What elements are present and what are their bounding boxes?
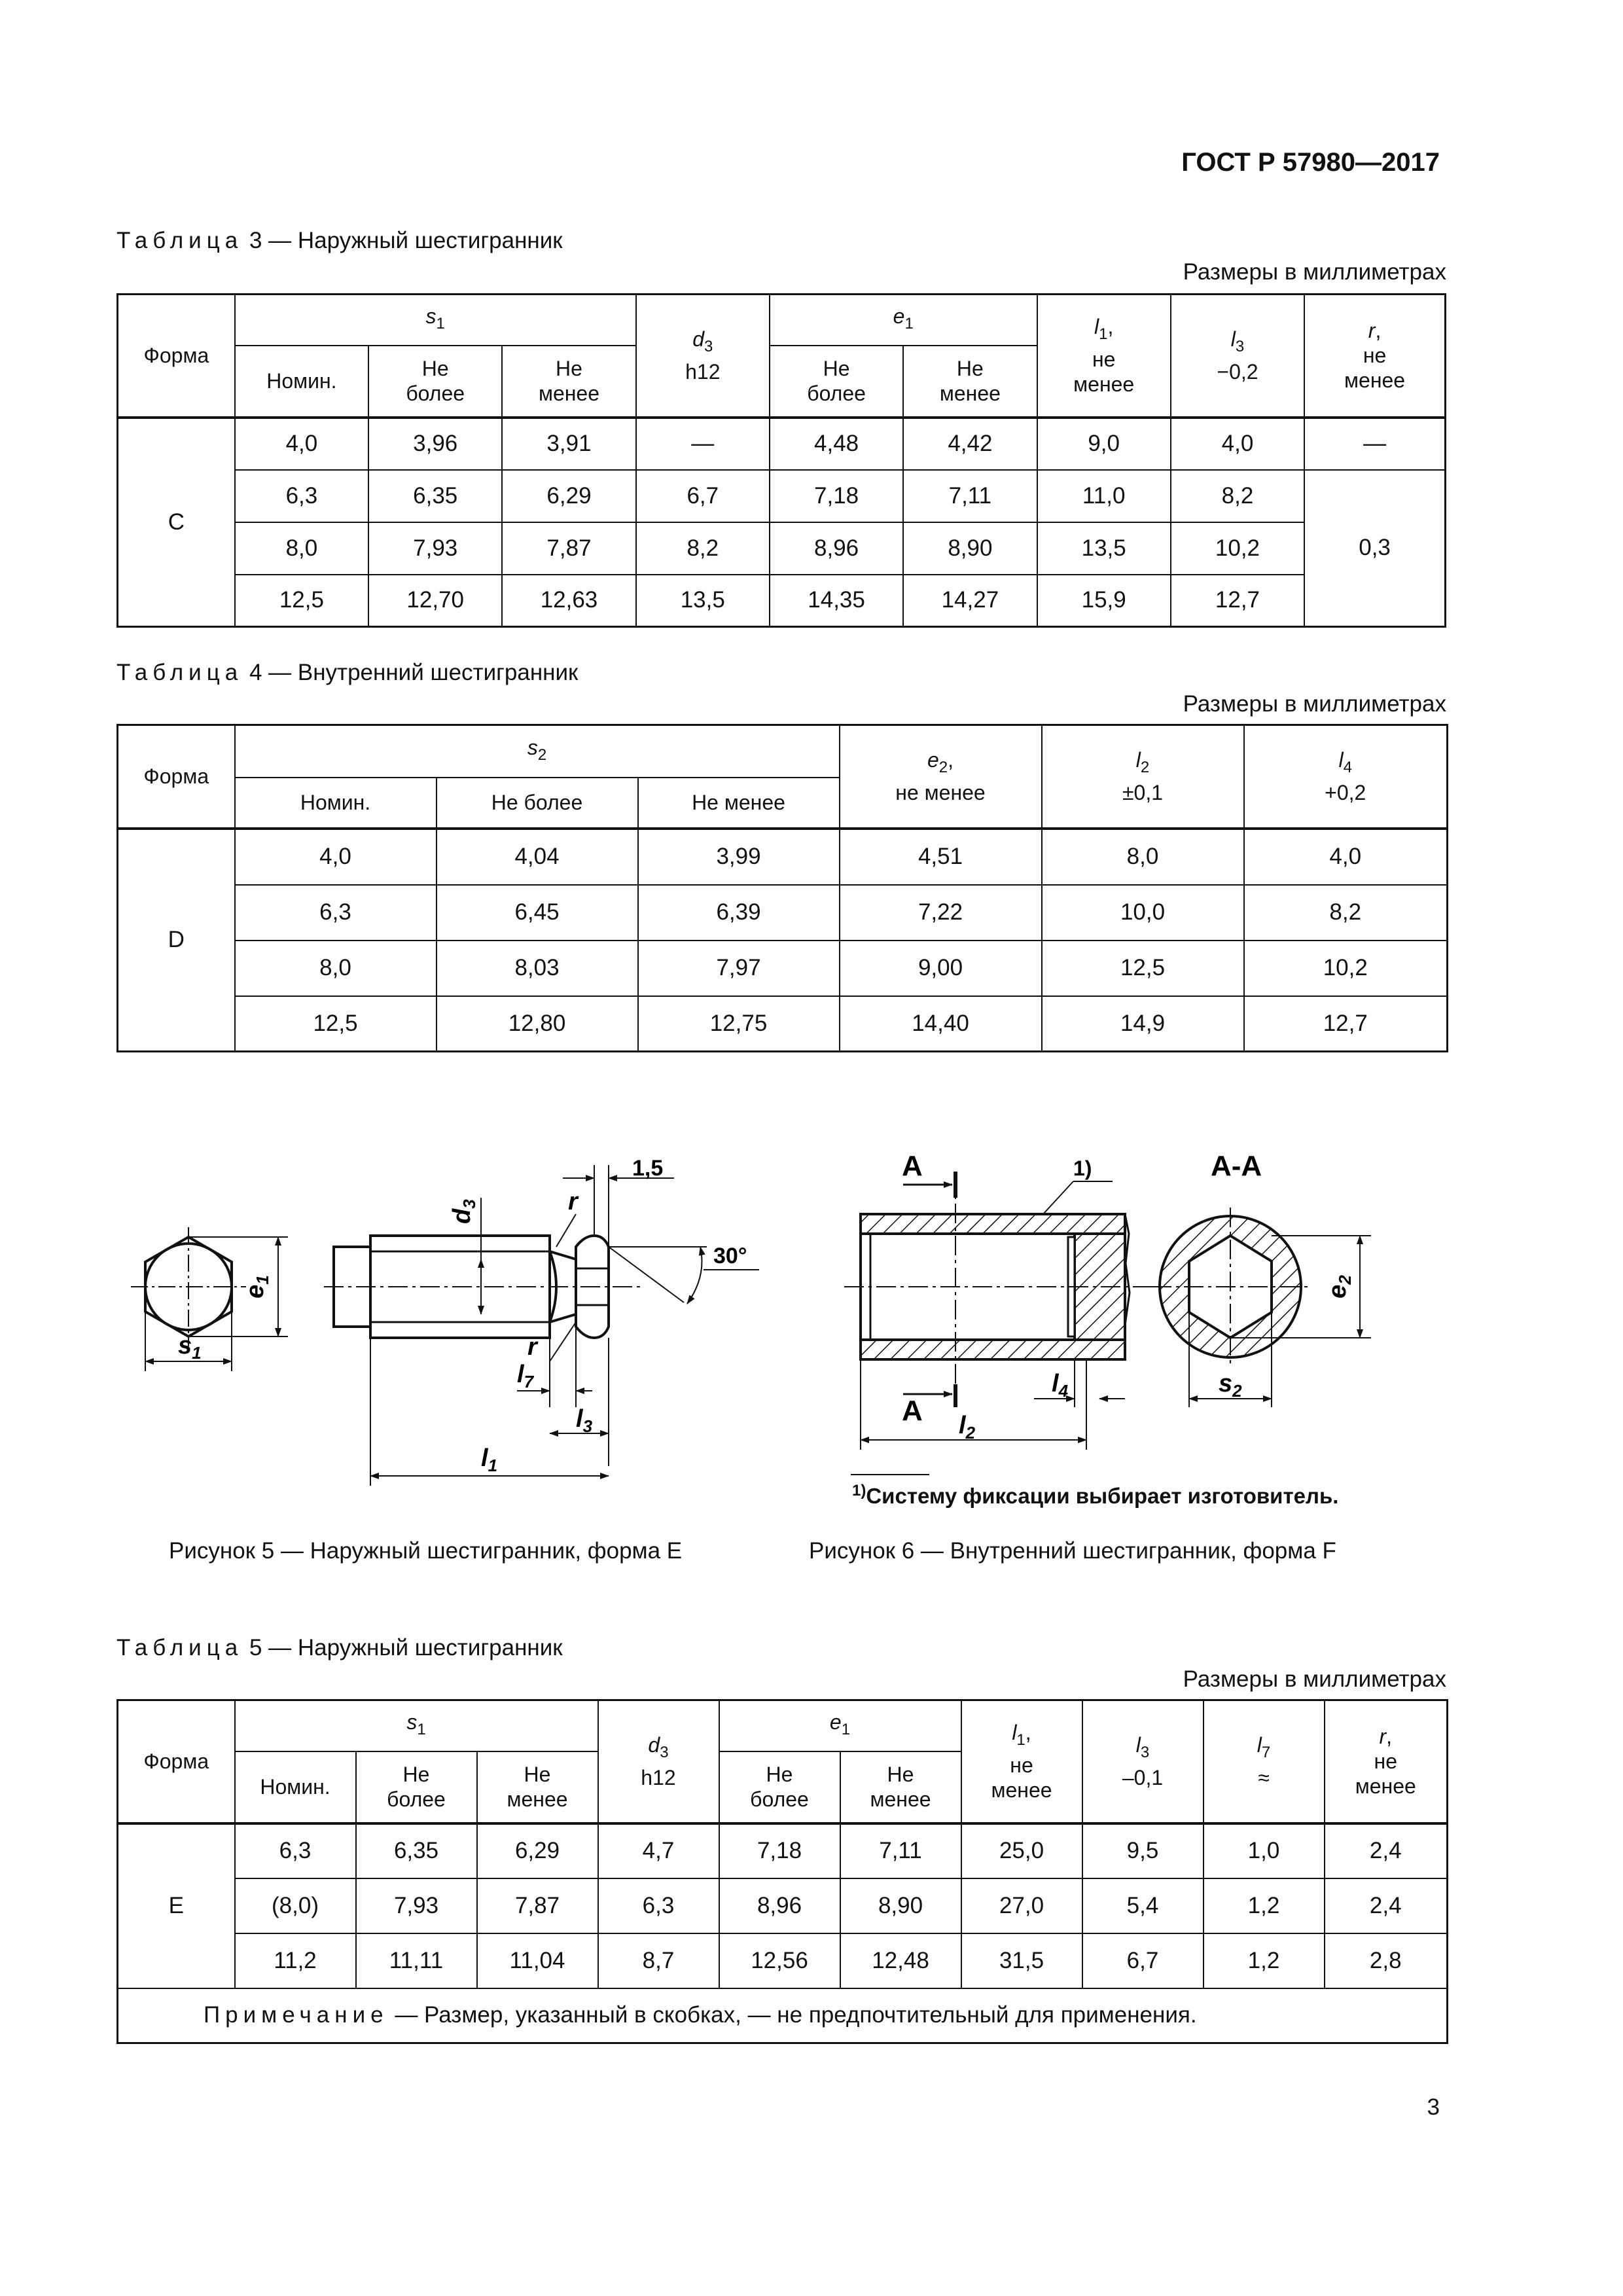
table5-header-e1-ne-menee: Не менее (840, 1751, 961, 1823)
table-cell: 6,39 (638, 885, 840, 941)
table5-note-word: Примечание (204, 2002, 389, 2028)
table-cell: 8,0 (1042, 829, 1244, 885)
figures-drawing (0, 1106, 1623, 1564)
table-cell: 4,0 (235, 418, 368, 470)
table-cell: 12,63 (502, 575, 635, 627)
table-cell: 12,56 (719, 1933, 840, 1988)
figure5-s1-label: $s_1$ (178, 1332, 202, 1363)
table-cell: 6,29 (502, 470, 635, 522)
table-cell: 7,11 (840, 1823, 961, 1878)
table-cell: 12,48 (840, 1933, 961, 1988)
table-cell: 14,9 (1042, 996, 1244, 1052)
table-cell: 14,35 (770, 575, 903, 627)
figure6-section-view (844, 1172, 1152, 1450)
table-cell: 4,0 (1244, 829, 1448, 885)
table-cell: 11,11 (356, 1933, 477, 1988)
table3 (116, 293, 1446, 628)
table-cell: 6,45 (437, 885, 638, 941)
table3-header-e1: $e_1$ (770, 295, 1037, 346)
table-cell: 6,3 (598, 1878, 719, 1933)
table-cell: — (1304, 418, 1445, 470)
table-cell: 4,42 (903, 418, 1037, 470)
figure6-caption: Рисунок 6 — Внутренний шестигранник, форма F (809, 1538, 1336, 1564)
table4-header-e2: $e_2$, не менее (840, 725, 1042, 829)
table5-header-l3: $l_3$ –0,1 (1082, 1700, 1204, 1823)
table-cell: 3,91 (502, 418, 635, 470)
table3-header-e1-ne-menee: Не менее (903, 346, 1037, 418)
table-row (118, 522, 1446, 575)
table5-caption (116, 1635, 563, 1661)
figure6-e2-label: $e_2$ (1324, 1275, 1355, 1299)
table-cell: 10,0 (1042, 885, 1244, 941)
table5-caption-word: Таблица (116, 1635, 243, 1660)
table-cell: 25,0 (961, 1823, 1082, 1878)
table3-units: Размеры в миллиметрах (1183, 259, 1446, 285)
footnote-mark: 1) (852, 1482, 866, 1499)
table3-header-r: r, не менее (1304, 295, 1445, 418)
table-cell: 8,7 (598, 1933, 719, 1988)
table-cell: — (636, 418, 770, 470)
table3-caption (116, 228, 563, 254)
figure5-d3-label: $d_3$ (448, 1199, 479, 1224)
table-cell: 12,5 (1042, 941, 1244, 996)
table-cell: 12,7 (1171, 575, 1304, 627)
table-cell: 12,75 (638, 996, 840, 1052)
table4-header-l4: $l_4$ +0,2 (1244, 725, 1448, 829)
table-cell: 12,7 (1244, 996, 1448, 1052)
figure6-cross-section (1152, 1208, 1371, 1407)
table3-header-l3: $l_3$ −0,2 (1171, 295, 1304, 418)
table-cell: 2,4 (1325, 1878, 1448, 1933)
table-cell: 11,04 (477, 1933, 598, 1988)
figure5-l3-label: $l_3$ (576, 1405, 593, 1436)
table-cell: 3,96 (368, 418, 502, 470)
table-cell: 11,2 (235, 1933, 356, 1988)
table-cell: 8,2 (1171, 470, 1304, 522)
table-cell: 8,96 (719, 1878, 840, 1933)
table-cell: 11,0 (1037, 470, 1171, 522)
table-row (118, 941, 1448, 996)
table-row (118, 1823, 1448, 1878)
table3-header-ne-bolee: Не более (368, 346, 502, 418)
table-row (118, 470, 1446, 522)
table-cell: 8,03 (437, 941, 638, 996)
table4 (116, 724, 1448, 1052)
figure5-r-label-top: r (568, 1188, 578, 1215)
table-cell: 14,27 (903, 575, 1037, 627)
table-cell: 4,51 (840, 829, 1042, 885)
table4-header-ne-bolee: Не более (437, 778, 638, 829)
table-cell: 1,2 (1204, 1933, 1325, 1988)
table-cell: 8,2 (1244, 885, 1448, 941)
figure5-e1-label: $e_1$ (241, 1275, 272, 1299)
table5-header-r: r, не менее (1325, 1700, 1448, 1823)
document-header: ГОСТ Р 57980—2017 (1181, 148, 1440, 177)
table-cell: 7,93 (368, 522, 502, 575)
table5-header-forma: Форма (118, 1700, 235, 1823)
table5-note (118, 1988, 1448, 2043)
table3-header-nomin: Номин. (235, 346, 368, 418)
table-cell: 7,11 (903, 470, 1037, 522)
table-cell: 8,90 (840, 1878, 961, 1933)
table-row (118, 1933, 1448, 1988)
table5-header-e1: $e_1$ (719, 1700, 961, 1751)
table4-header-l2: $l_2$ ±0,1 (1042, 725, 1244, 829)
table-cell: 7,93 (356, 1878, 477, 1933)
table5-header-e1-ne-bolee: Не более (719, 1751, 840, 1823)
table-cell: 7,22 (840, 885, 1042, 941)
table-cell: 6,29 (477, 1823, 598, 1878)
table-cell: 6,7 (1082, 1933, 1204, 1988)
table5-header-l7: $l_7$ ≈ (1204, 1700, 1325, 1823)
table4-caption-text: 4 — Внутренний шестигранник (249, 660, 579, 685)
table3-header-ne-menee: Не менее (502, 346, 635, 418)
figure5-caption: Рисунок 5 — Наружный шестигранник, форма Е (169, 1538, 683, 1564)
table-cell: 9,0 (1037, 418, 1171, 470)
figure6-l2-label: $l_2$ (959, 1412, 976, 1443)
page-number: 3 (1427, 2094, 1440, 2120)
table-cell: 4,04 (437, 829, 638, 885)
table5-header-ne-bolee: Не более (356, 1751, 477, 1823)
table3-header-e1-ne-bolee: Не более (770, 346, 903, 418)
table-row (118, 575, 1446, 627)
table-cell: 31,5 (961, 1933, 1082, 1988)
table-cell: 4,0 (1171, 418, 1304, 470)
table-cell: 7,18 (719, 1823, 840, 1878)
figure6-footnote (852, 1482, 1338, 1509)
table-cell: 6,35 (356, 1823, 477, 1878)
table-cell: 0,3 (1304, 470, 1445, 627)
table3-header-forma: Форма (118, 295, 235, 418)
table-cell: 12,5 (235, 575, 368, 627)
table5-header-ne-menee: Не менее (477, 1751, 598, 1823)
table-cell: 7,18 (770, 470, 903, 522)
table5-note-text: — Размер, указанный в скобках, — не предпочтительный для применения. (395, 2002, 1197, 2028)
table-row (118, 996, 1448, 1052)
figure5-r-label-bottom: r (527, 1333, 537, 1361)
table5-note-row (118, 1988, 1448, 2043)
table4-header-ne-menee: Не менее (638, 778, 840, 829)
table-cell: 9,00 (840, 941, 1042, 996)
figure6-s2-label: $s_2$ (1219, 1370, 1242, 1401)
table-cell: 4,48 (770, 418, 903, 470)
figure6-l4-label: $l_4$ (1052, 1370, 1069, 1401)
table5-caption-text: 5 — Наружный шестигранник (249, 1635, 563, 1660)
table-cell: 6,7 (636, 470, 770, 522)
table-cell: 8,0 (235, 522, 368, 575)
table4-units: Размеры в миллиметрах (1183, 691, 1446, 717)
table-cell: 6,3 (235, 470, 368, 522)
table-cell: (8,0) (235, 1878, 356, 1933)
table4-caption-word: Таблица (116, 660, 243, 685)
table5-form-cell: Е (118, 1823, 235, 1988)
table4-header-forma: Форма (118, 725, 235, 829)
table-row (118, 885, 1448, 941)
table-cell: 7,97 (638, 941, 840, 996)
table3-header-s1: $s_1$ (235, 295, 636, 346)
table5 (116, 1699, 1448, 2044)
table-cell: 12,70 (368, 575, 502, 627)
table-cell: 7,87 (502, 522, 635, 575)
table-cell: 2,4 (1325, 1823, 1448, 1878)
table4-header-nomin: Номин. (235, 778, 437, 829)
table-cell: 14,40 (840, 996, 1042, 1052)
figure6-section-title: А-А (1211, 1150, 1262, 1182)
table-cell: 6,3 (235, 1823, 356, 1878)
figure5-hex-end-view (131, 1227, 288, 1371)
table3-caption-word: Таблица (116, 228, 243, 253)
table-row (118, 418, 1446, 470)
table4-header-s2: $s_2$ (235, 725, 840, 778)
table-cell: 15,9 (1037, 575, 1171, 627)
table-cell: 8,90 (903, 522, 1037, 575)
figure6-callout-1: 1) (1073, 1157, 1092, 1180)
table-cell: 9,5 (1082, 1823, 1204, 1878)
table3-form-cell: С (118, 418, 235, 627)
footnote-text: Систему фиксации выбирает изготовитель. (866, 1484, 1339, 1508)
table-cell: 13,5 (636, 575, 770, 627)
table5-header-l1: $l_1$, не менее (961, 1700, 1082, 1823)
table4-form-cell: D (118, 829, 235, 1052)
table-cell: 8,96 (770, 522, 903, 575)
figure5-angle-30: 30° (713, 1244, 747, 1268)
table-cell: 8,2 (636, 522, 770, 575)
table3-header-l1: $l_1$, не менее (1037, 295, 1171, 418)
figure5-side-view (324, 1165, 759, 1486)
table5-header-d3: $d_3$ h12 (598, 1700, 719, 1823)
table-cell: 12,80 (437, 996, 638, 1052)
table-cell: 6,35 (368, 470, 502, 522)
figure5-l7-label: $l_7$ (517, 1361, 534, 1391)
table-cell: 6,3 (235, 885, 437, 941)
table-cell: 4,0 (235, 829, 437, 885)
table4-caption (116, 660, 578, 686)
table-cell: 4,7 (598, 1823, 719, 1878)
table-cell: 8,0 (235, 941, 437, 996)
table-cell: 12,5 (235, 996, 437, 1052)
table-cell: 1,2 (1204, 1878, 1325, 1933)
table-cell: 2,8 (1325, 1933, 1448, 1988)
table-cell: 10,2 (1244, 941, 1448, 996)
table5-header-s1: $s_1$ (235, 1700, 598, 1751)
figure6-section-a-top: А (902, 1150, 923, 1182)
table3-header-d3: $d_3$ h12 (636, 295, 770, 418)
table-cell: 27,0 (961, 1878, 1082, 1933)
table-row (118, 829, 1448, 885)
table-cell: 3,99 (638, 829, 840, 885)
table-cell: 1,0 (1204, 1823, 1325, 1878)
table-row (118, 1878, 1448, 1933)
table5-header-nomin: Номин. (235, 1751, 356, 1823)
figure6-section-a-bottom: А (902, 1395, 923, 1427)
table5-units: Размеры в миллиметрах (1183, 1666, 1446, 1692)
figure5-l1-label: $l_1$ (481, 1444, 498, 1475)
table3-caption-text: 3 — Наружный шестигранник (249, 228, 563, 253)
table-cell: 7,87 (477, 1878, 598, 1933)
figure5-dim-1-5: 1,5 (632, 1156, 664, 1181)
table-cell: 5,4 (1082, 1878, 1204, 1933)
table-cell: 10,2 (1171, 522, 1304, 575)
table-cell: 13,5 (1037, 522, 1171, 575)
